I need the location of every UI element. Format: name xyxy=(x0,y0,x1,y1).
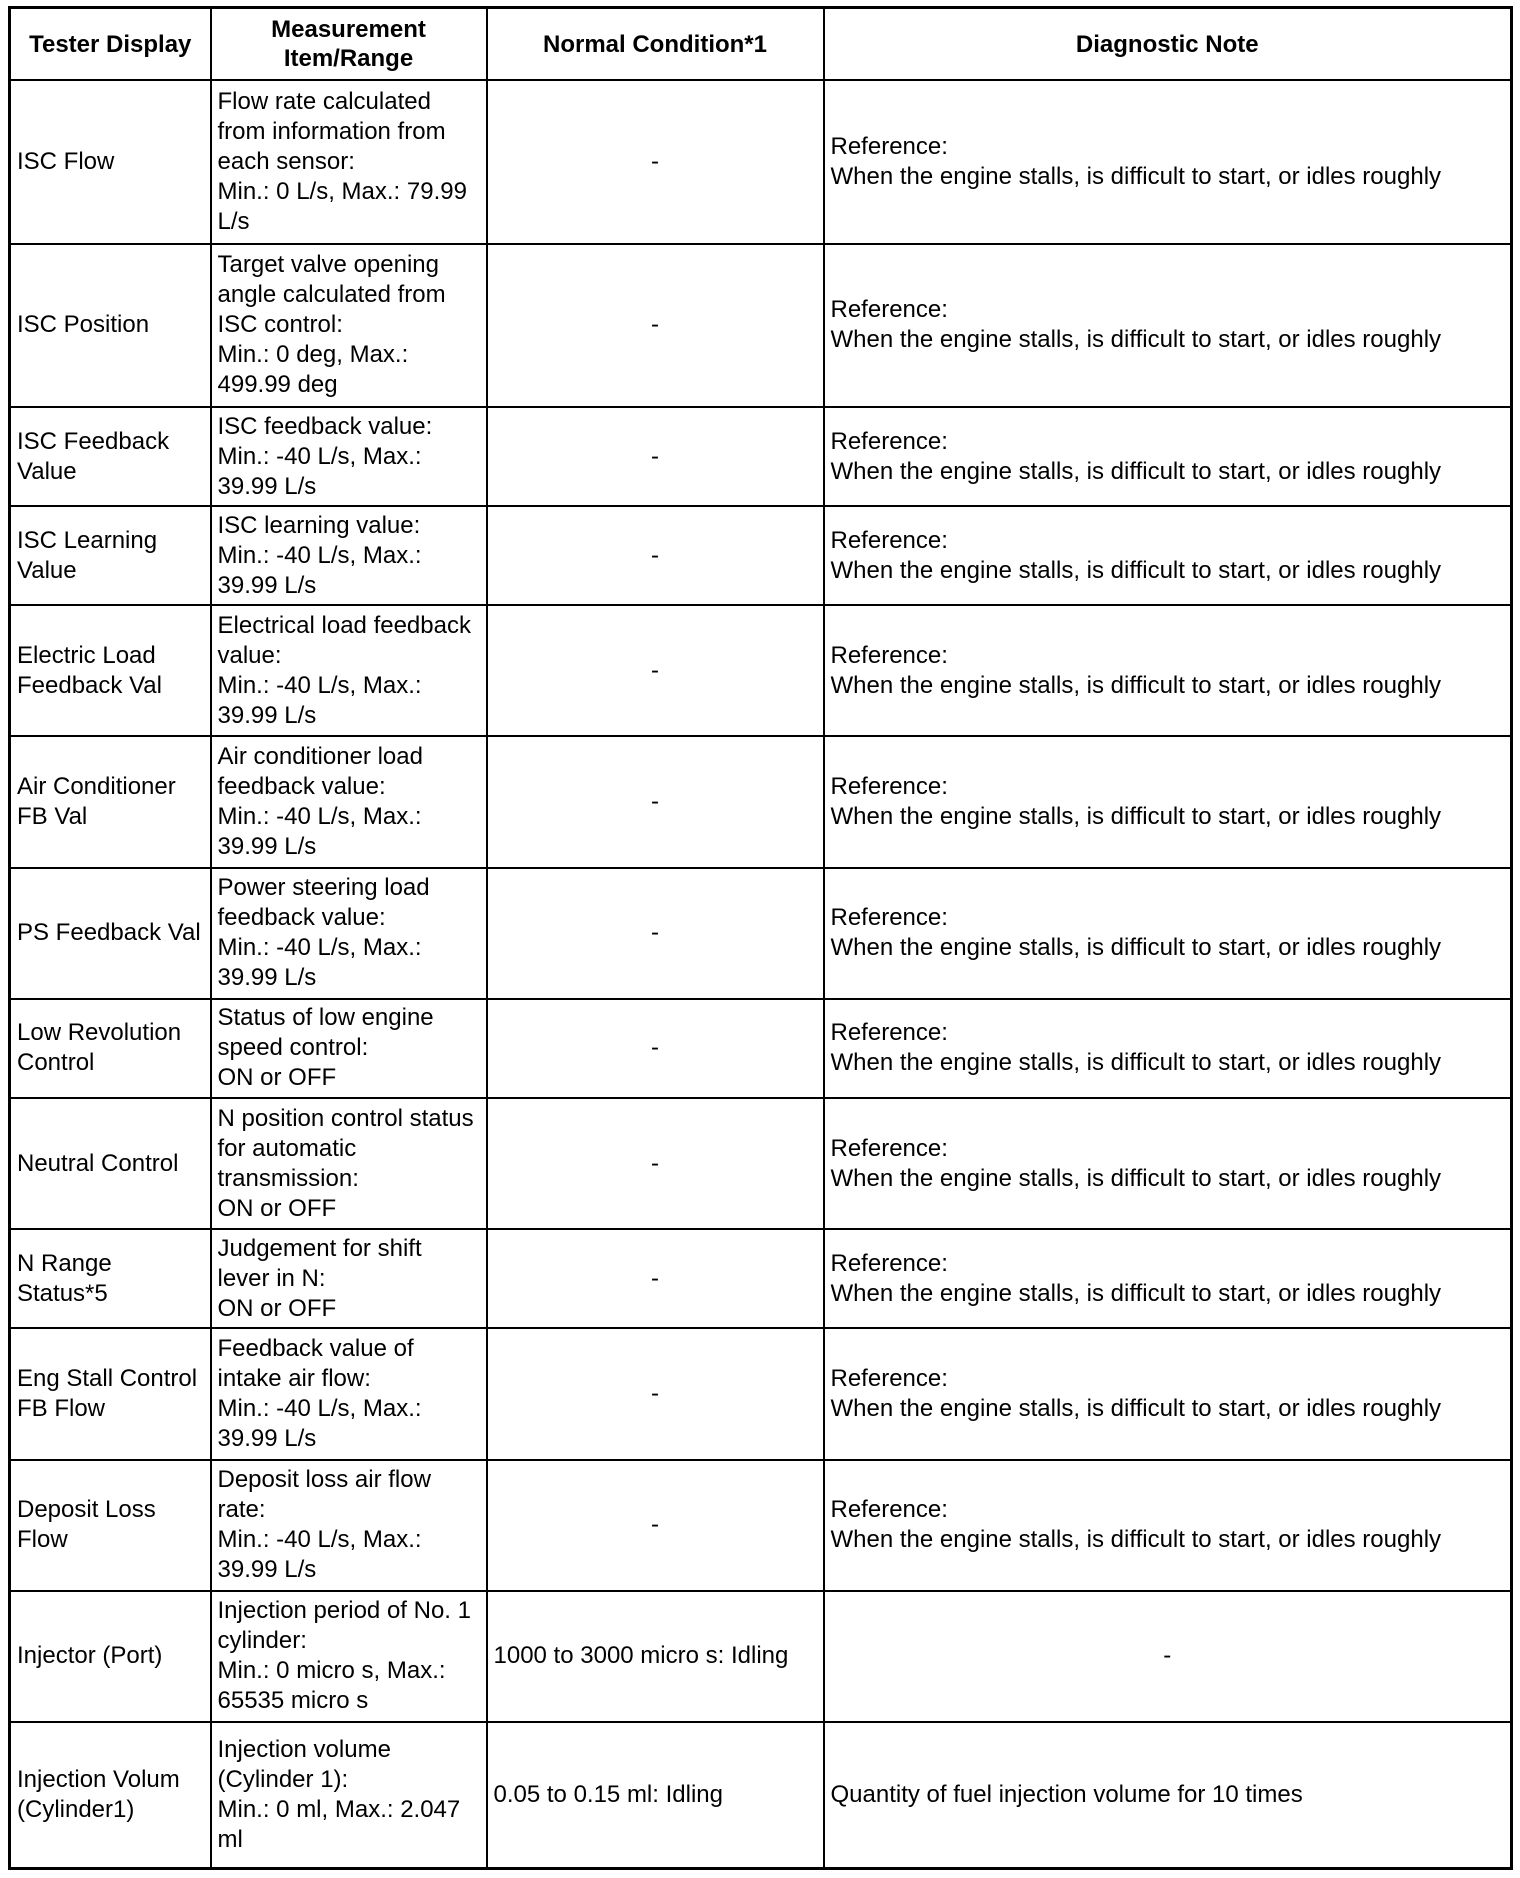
tester-display-cell: ISC Flow xyxy=(10,80,211,244)
normal-condition-cell: - xyxy=(487,1229,824,1328)
table-row xyxy=(10,1328,1512,1459)
tester-display-cell: Injection Volum (Cylinder1) xyxy=(10,1722,211,1868)
measurement-item-cell: Deposit loss air flow rate: Min.: -40 L/s, Max.: 39.99 L/s xyxy=(211,1460,487,1591)
diagnostic-note-cell: Reference: When the engine stalls, is difficult to start, or idles roughly xyxy=(824,736,1512,867)
table-row xyxy=(10,999,1512,1098)
tester-display-cell: Eng Stall Control FB Flow xyxy=(10,1328,211,1459)
tester-display-cell: Low Revolution Control xyxy=(10,999,211,1098)
tester-display-cell: Electric Load Feedback Val xyxy=(10,605,211,736)
normal-condition-cell: - xyxy=(487,1098,824,1229)
normal-condition-cell: - xyxy=(487,1460,824,1591)
tester-display-cell: N Range Status*5 xyxy=(10,1229,211,1328)
normal-condition-cell: - xyxy=(487,244,824,408)
diagnostic-note-cell: Reference: When the engine stalls, is difficult to start, or idles roughly xyxy=(824,80,1512,244)
measurement-item-cell: Air conditioner load feedback value: Min.: -40 L/s, Max.: 39.99 L/s xyxy=(211,736,487,867)
diagnostic-note-cell: Reference: When the engine stalls, is difficult to start, or idles roughly xyxy=(824,868,1512,999)
diagnostic-note-cell: - xyxy=(824,1591,1512,1722)
diagnostic-note-cell: Reference: When the engine stalls, is difficult to start, or idles roughly xyxy=(824,407,1512,506)
header-measurement-item: Measurement Item/Range xyxy=(211,8,487,81)
normal-condition-cell: - xyxy=(487,736,824,867)
data-list-table xyxy=(8,6,1513,1870)
table-row xyxy=(10,1591,1512,1722)
normal-condition-cell: - xyxy=(487,605,824,736)
table-row xyxy=(10,1460,1512,1591)
tester-display-cell: PS Feedback Val xyxy=(10,868,211,999)
tester-display-cell: ISC Feedback Value xyxy=(10,407,211,506)
measurement-item-cell: Judgement for shift lever in N: ON or OFF xyxy=(211,1229,487,1328)
normal-condition-cell: - xyxy=(487,407,824,506)
normal-condition-cell: - xyxy=(487,1328,824,1459)
table-row xyxy=(10,1722,1512,1868)
diagnostic-note-cell: Reference: When the engine stalls, is difficult to start, or idles roughly xyxy=(824,1098,1512,1229)
measurement-item-cell: Feedback value of intake air flow: Min.: -40 L/s, Max.: 39.99 L/s xyxy=(211,1328,487,1459)
table-row xyxy=(10,736,1512,867)
diagnostic-note-cell: Quantity of fuel injection volume for 10 times xyxy=(824,1722,1512,1868)
diagnostic-note-cell: Reference: When the engine stalls, is difficult to start, or idles roughly xyxy=(824,1328,1512,1459)
measurement-item-cell: Power steering load feedback value: Min.: -40 L/s, Max.: 39.99 L/s xyxy=(211,868,487,999)
header-normal-condition: Normal Condition*1 xyxy=(487,8,824,81)
table-row xyxy=(10,605,1512,736)
normal-condition-cell: 0.05 to 0.15 ml: Idling xyxy=(487,1722,824,1868)
tester-display-cell: Neutral Control xyxy=(10,1098,211,1229)
diagnostic-note-cell: Reference: When the engine stalls, is difficult to start, or idles roughly xyxy=(824,1229,1512,1328)
measurement-item-cell: N position control status for automatic transmission: ON or OFF xyxy=(211,1098,487,1229)
tester-display-cell: Deposit Loss Flow xyxy=(10,1460,211,1591)
diagnostic-note-cell: Reference: When the engine stalls, is difficult to start, or idles roughly xyxy=(824,999,1512,1098)
tester-display-cell: Injector (Port) xyxy=(10,1591,211,1722)
table-row xyxy=(10,868,1512,999)
normal-condition-cell: - xyxy=(487,80,824,244)
table-row xyxy=(10,1229,1512,1328)
normal-condition-cell: - xyxy=(487,868,824,999)
header-tester-display: Tester Display xyxy=(10,8,211,81)
header-diagnostic-note: Diagnostic Note xyxy=(824,8,1512,81)
table-row xyxy=(10,407,1512,506)
measurement-item-cell: Injection period of No. 1 cylinder: Min.: 0 micro s, Max.: 65535 micro s xyxy=(211,1591,487,1722)
measurement-item-cell: ISC feedback value: Min.: -40 L/s, Max.: 39.99 L/s xyxy=(211,407,487,506)
tester-display-cell: Air Conditioner FB Val xyxy=(10,736,211,867)
table-row xyxy=(10,80,1512,244)
tester-display-cell: ISC Position xyxy=(10,244,211,408)
diagnostic-note-cell: Reference: When the engine stalls, is difficult to start, or idles roughly xyxy=(824,506,1512,605)
normal-condition-cell: - xyxy=(487,506,824,605)
measurement-item-cell: Electrical load feedback value: Min.: -40 L/s, Max.: 39.99 L/s xyxy=(211,605,487,736)
data-table-container xyxy=(8,6,1510,1870)
diagnostic-note-cell: Reference: When the engine stalls, is difficult to start, or idles roughly xyxy=(824,605,1512,736)
diagnostic-note-cell: Reference: When the engine stalls, is difficult to start, or idles roughly xyxy=(824,1460,1512,1591)
normal-condition-cell: 1000 to 3000 micro s: Idling xyxy=(487,1591,824,1722)
measurement-item-cell: ISC learning value: Min.: -40 L/s, Max.: 39.99 L/s xyxy=(211,506,487,605)
tester-display-cell: ISC Learning Value xyxy=(10,506,211,605)
normal-condition-cell: - xyxy=(487,999,824,1098)
header-row xyxy=(10,8,1512,81)
measurement-item-cell: Flow rate calculated from information from each sensor: Min.: 0 L/s, Max.: 79.99 L/s xyxy=(211,80,487,244)
table-row xyxy=(10,244,1512,408)
measurement-item-cell: Status of low engine speed control: ON or OFF xyxy=(211,999,487,1098)
diagnostic-note-cell: Reference: When the engine stalls, is difficult to start, or idles roughly xyxy=(824,244,1512,408)
measurement-item-cell: Injection volume (Cylinder 1): Min.: 0 ml, Max.: 2.047 ml xyxy=(211,1722,487,1868)
measurement-item-cell: Target valve opening angle calculated from ISC control: Min.: 0 deg, Max.: 499.99 deg xyxy=(211,244,487,408)
table-row xyxy=(10,1098,1512,1229)
table-row xyxy=(10,506,1512,605)
